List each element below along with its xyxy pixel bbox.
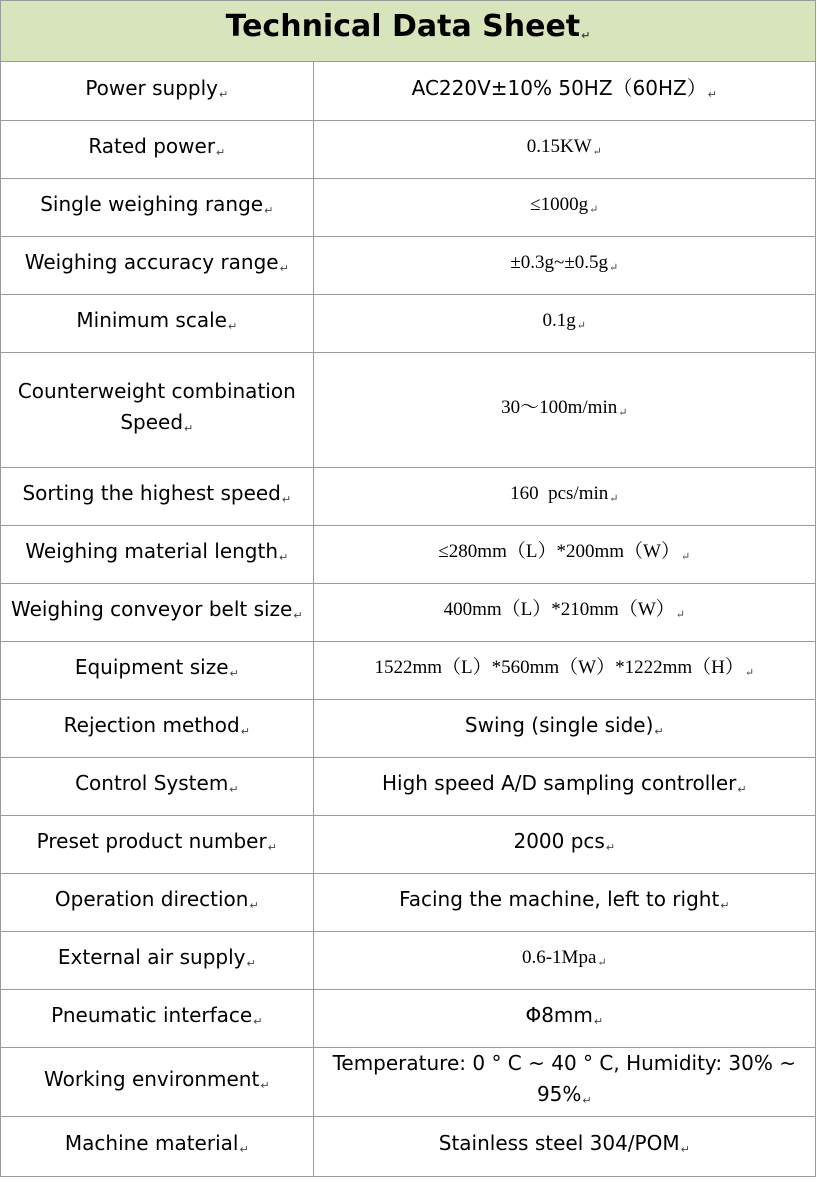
paragraph-mark-icon: ↵ [219, 87, 229, 101]
spec-label-cell [1, 642, 314, 700]
spec-value: ±0.3g~±0.5g [510, 252, 608, 273]
spec-label-cell [1, 468, 314, 526]
paragraph-mark-icon: ↵ [279, 551, 289, 564]
spec-label: Rated power [88, 134, 216, 158]
paragraph-mark-icon: ↵ [605, 841, 616, 854]
paragraph-mark-icon: ↵ [184, 422, 194, 435]
spec-label: Preset product number [36, 829, 267, 853]
paragraph-mark-icon: ↵ [582, 1094, 592, 1107]
paragraph-mark-icon: ↵ [281, 493, 292, 506]
spec-value-cell [313, 121, 815, 179]
spec-row [1, 468, 816, 526]
spec-label: Equipment size [74, 655, 229, 679]
paragraph-mark-icon: ↵ [707, 87, 717, 101]
paragraph-mark-icon: ↵ [680, 1143, 690, 1156]
paragraph-mark-icon: ↵ [744, 667, 755, 679]
spec-row [1, 237, 816, 295]
spec-value-cell [313, 179, 815, 237]
paragraph-mark-icon: ↵ [227, 320, 238, 333]
spec-value-cell [313, 468, 815, 526]
spec-label: Minimum scale [76, 308, 227, 332]
spec-value-cell [313, 62, 815, 121]
spec-value: 400mm（L）*210mm（W） [443, 599, 675, 620]
paragraph-mark-icon: ↵ [249, 899, 259, 912]
spec-label-cell [1, 353, 314, 468]
paragraph-mark-icon: ↵ [737, 783, 747, 796]
spec-row [1, 642, 816, 700]
spec-label: Operation direction [54, 887, 249, 911]
spec-label: Sorting the highest speed [22, 481, 281, 505]
spec-value: ≤1000g [530, 194, 589, 215]
spec-row [1, 990, 816, 1048]
spec-value: 160 pcs/min [510, 483, 609, 504]
spec-label-cell [1, 990, 314, 1048]
spec-label-cell [1, 1048, 314, 1117]
spec-row [1, 758, 816, 816]
paragraph-mark-icon: ↵ [279, 262, 289, 275]
spec-label: Weighing conveyor belt size [11, 597, 293, 621]
paragraph-mark-icon: ↵ [592, 146, 602, 158]
spec-value: 1522mm（L）*560mm（W）*1222mm（H） [374, 657, 744, 678]
spec-label: Rejection method [63, 713, 240, 737]
spec-label-cell [1, 932, 314, 990]
paragraph-mark-icon: ↵ [216, 146, 226, 159]
spec-value-cell [313, 237, 815, 295]
spec-label-cell [1, 584, 314, 642]
spec-value: 30～100m/min [501, 396, 618, 418]
spec-value: AC220V±10% 50HZ（60HZ） [411, 75, 707, 100]
spec-label-cell [1, 62, 314, 121]
paragraph-mark-icon: ↵ [720, 899, 730, 912]
spec-row [1, 121, 816, 179]
paragraph-mark-icon: ↵ [264, 204, 274, 217]
paragraph-mark-icon: ↵ [229, 667, 239, 680]
spec-label: External air supply [57, 945, 246, 969]
spec-row [1, 1117, 816, 1177]
spec-row [1, 816, 816, 874]
spec-label-cell [1, 758, 314, 816]
spec-value-cell [313, 1048, 815, 1117]
spec-label: Single weighing range [40, 192, 264, 216]
spec-value: Temperature: 0 ° C ~ 40 ° C, Humidity: 30% ~ 95% [332, 1051, 803, 1106]
spec-label-cell [1, 874, 314, 932]
spec-value: Swing (single side) [464, 713, 654, 737]
spec-value: Stainless steel 304/POM [438, 1131, 680, 1155]
paragraph-mark-icon: ↵ [267, 841, 277, 854]
spec-label: Counterweight combination Speed [17, 379, 296, 434]
spec-row [1, 526, 816, 584]
spec-label: Pneumatic interface [51, 1003, 253, 1027]
spec-label: Machine material [64, 1131, 239, 1155]
spec-value: Facing the machine, left to right [399, 887, 720, 911]
spec-value-cell [313, 526, 815, 584]
spec-value: Φ8mm [525, 1003, 593, 1027]
spec-value-cell [313, 932, 815, 990]
paragraph-mark-icon: ↵ [229, 783, 239, 796]
spec-row [1, 353, 816, 468]
spec-label: Working environment [44, 1066, 260, 1091]
paragraph-mark-icon: ↵ [680, 551, 691, 563]
spec-value-cell [313, 700, 815, 758]
sheet-title-cell [1, 1, 816, 62]
paragraph-mark-icon: ↵ [654, 725, 664, 738]
spec-label: Control System [75, 771, 229, 795]
spec-value: 0.1g [542, 310, 576, 331]
spec-value-cell [313, 874, 815, 932]
spec-value-cell [313, 758, 815, 816]
spec-label-cell [1, 1117, 314, 1177]
paragraph-mark-icon: ↵ [239, 1143, 249, 1156]
spec-row [1, 62, 816, 121]
paragraph-mark-icon: ↵ [618, 406, 628, 419]
spec-label-cell [1, 816, 314, 874]
spec-row [1, 295, 816, 353]
spec-row [1, 874, 816, 932]
spec-label-cell [1, 179, 314, 237]
paragraph-mark-icon: ↵ [253, 1015, 263, 1028]
spec-row [1, 932, 816, 990]
spec-label: Power supply [85, 75, 219, 100]
paragraph-mark-icon: ↵ [260, 1078, 270, 1092]
spec-value: ≤280mm（L）*200mm（W） [438, 541, 680, 562]
spec-label: Weighing material length [25, 539, 279, 563]
paragraph-mark-icon: ↵ [609, 262, 619, 274]
spec-value: 0.15KW [526, 136, 592, 157]
spec-value: 2000 pcs [513, 829, 605, 853]
spec-label-cell [1, 121, 314, 179]
paragraph-mark-icon: ↵ [240, 725, 250, 738]
spec-label-cell [1, 700, 314, 758]
spec-row [1, 1048, 816, 1117]
paragraph-mark-icon: ↵ [593, 1015, 604, 1028]
paragraph-mark-icon: ↵ [576, 320, 587, 332]
spec-row [1, 584, 816, 642]
spec-value-cell [313, 353, 815, 468]
spec-label-cell [1, 295, 314, 353]
spec-value: 0.6-1Mpa [521, 947, 597, 968]
paragraph-mark-icon: ↵ [675, 609, 685, 621]
paragraph-mark-icon: ↵ [609, 493, 619, 505]
spec-value: High speed A/D sampling controller [381, 771, 737, 795]
spec-value-cell [313, 642, 815, 700]
spec-label-cell [1, 526, 314, 584]
spec-value-cell [313, 990, 815, 1048]
spec-value-cell [313, 295, 815, 353]
spec-row [1, 700, 816, 758]
spec-value-cell [313, 1117, 815, 1177]
paragraph-mark-icon: ↵ [246, 957, 256, 970]
spec-label-cell [1, 237, 314, 295]
spec-label: Weighing accuracy range [24, 250, 279, 274]
spec-value-cell [313, 816, 815, 874]
title-row [1, 1, 816, 62]
paragraph-mark-icon: ↵ [597, 957, 607, 969]
paragraph-mark-icon: ↵ [293, 609, 303, 622]
spec-value-cell [313, 584, 815, 642]
paragraph-mark-icon: ↵ [589, 204, 599, 216]
paragraph-mark-icon: ↵ [581, 29, 591, 42]
sheet-title: Technical Data Sheet [225, 9, 581, 44]
spec-row [1, 179, 816, 237]
